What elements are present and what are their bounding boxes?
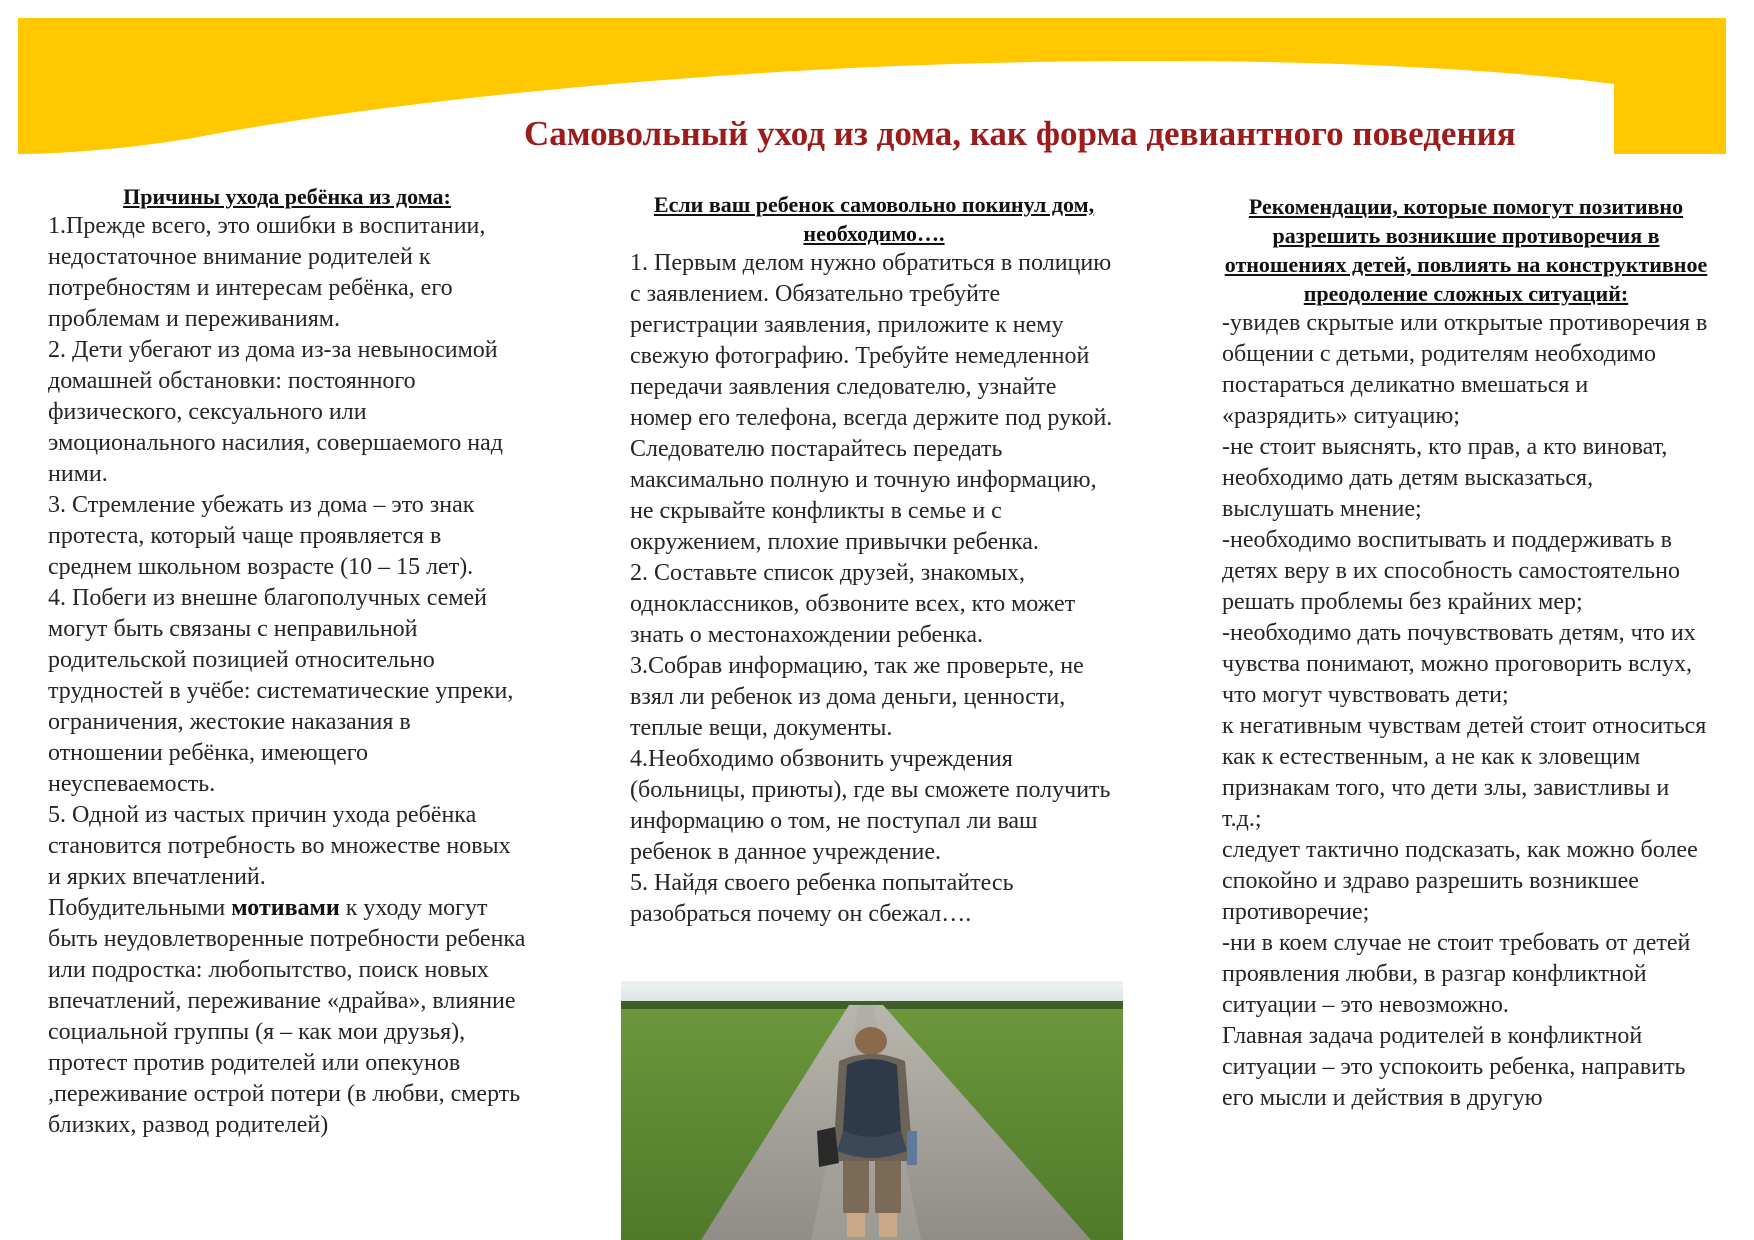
recommendation-4: -необходимо дать почувствовать детям, что их чувства понимают, можно проговорить вслух, что могут чувствовать дети;	[1222, 620, 1696, 708]
actions-item-4: 4.Необходимо обзвонить учреждения (больницы, приюты), где вы сможете получить информацию о том, не поступал ли ваш ребенок в данное учреждение.	[630, 746, 1111, 865]
actions-item-3: 3.Собрав информацию, так же проверьте, не взял ли ребенок из дома деньги, ценности, теплые вещи, документы.	[630, 653, 1084, 741]
recommendation-5: к негативным чувствам детей стоит относиться как к естественным, а не как к зловещим признакам того, что дети злы, завистливы и т.д.;	[1222, 713, 1707, 832]
recommendation-6: следует тактично подсказать, как можно более спокойно и здраво разрешить возникшее противоречие;	[1222, 837, 1698, 925]
causes-item-2: 2. Дети убегают из дома из-за невыносимой домашней обстановки: постоянного физического, сексуального или эмоционального насилия, совершаемого над ними.	[48, 337, 503, 487]
motives-text-before: Побудительными	[48, 895, 232, 921]
actions-heading: Если ваш ребенок самовольно покинул дом, необходимо….	[653, 192, 1095, 246]
motives-paragraph	[48, 893, 526, 1141]
actions-item-1: 1. Первым делом нужно обратиться в полицию с заявлением. Обязательно требуйте регистрации заявления, приложите к нему свежую фотографию. Требуйте немедленной передачи заявления следователю, узнайте номер его телефона, всегда держите под рукой. Следователю постарайтесь передать максимально полную и точную информацию, не скрывайте конфликты в семье и с окружением, плохие привычки ребенка.	[630, 250, 1113, 555]
column-actions	[630, 190, 1118, 930]
recommendation-7: -ни в коем случае не стоит требовать от детей проявления любви, в разгар конфликтной ситуации – это невозможно.	[1222, 930, 1691, 1018]
recommendation-8: Главная задача родителей в конфликтной ситуации – это успокоить ребенка, направить его мысли и действия в другую	[1222, 1023, 1686, 1111]
actions-item-2: 2. Составьте список друзей, знакомых, одноклассников, обзвоните всех, кто может знать о местонахождении ребенка.	[630, 560, 1076, 648]
recommendation-2: -не стоит выяснять, кто прав, а кто виноват, необходимо дать детям высказаться, выслушать мнение;	[1222, 434, 1668, 522]
causes-item-1: 1.Прежде всего, это ошибки в воспитании, недостаточное внимание родителей к потребностям и интересам ребёнка, его проблемам и переживаниям.	[48, 213, 486, 332]
page-title: Самовольный уход из дома, как форма девиантного поведения	[520, 112, 1614, 156]
column-causes	[48, 182, 526, 1141]
motives-text-after: к уходу могут быть неудовлетворенные потребности ребенка или подростка: любопытство, поиск новых впечатлений, переживание «драйва», влияние социальной группы (я – как мои друзья), протест против родителей или опекунов ,переживание острой потери (в любви, смерть близких, развод родителей)	[48, 895, 526, 1138]
column-recommendations	[1222, 192, 1710, 1114]
causes-item-3: 3. Стремление убежать из дома – это знак протеста, который чаще проявляется в среднем школьном возрасте (10 – 15 лет).	[48, 492, 475, 580]
recommendation-1: -увидев скрытые или открытые противоречия в общении с детьми, родителям необходимо постараться деликатно вмешаться и «разрядить» ситуацию;	[1222, 310, 1708, 429]
recommendation-3: -необходимо воспитывать и поддерживать в детях веру в их способность самостоятельно решать проблемы без крайних мер;	[1222, 527, 1680, 615]
causes-item-5: 5. Одной из частых причин ухода ребёнка становится потребность во множестве новых и ярких впечатлений.	[48, 802, 511, 890]
child-walking-photo	[621, 981, 1123, 1240]
causes-item-4: 4. Побеги из внешне благополучных семей могут быть связаны с неправильной родительской позицией относительно трудностей в учёбе: систематические упреки, ограничения, жестокие наказания в отношении ребёнка, имеющего неуспеваемость.	[48, 585, 514, 797]
motives-keyword: мотивами	[231, 895, 340, 921]
causes-heading: Причины ухода ребёнка из дома:	[123, 184, 451, 209]
recommendations-heading: Рекомендации, которые помогут позитивно разрешить возникшие противоречия в отношениях детей, повлиять на конструктивное преодоление сложных ситуаций:	[1224, 194, 1708, 306]
actions-item-5: 5. Найдя своего ребенка попытайтесь разобраться почему он сбежал….	[630, 870, 1014, 927]
